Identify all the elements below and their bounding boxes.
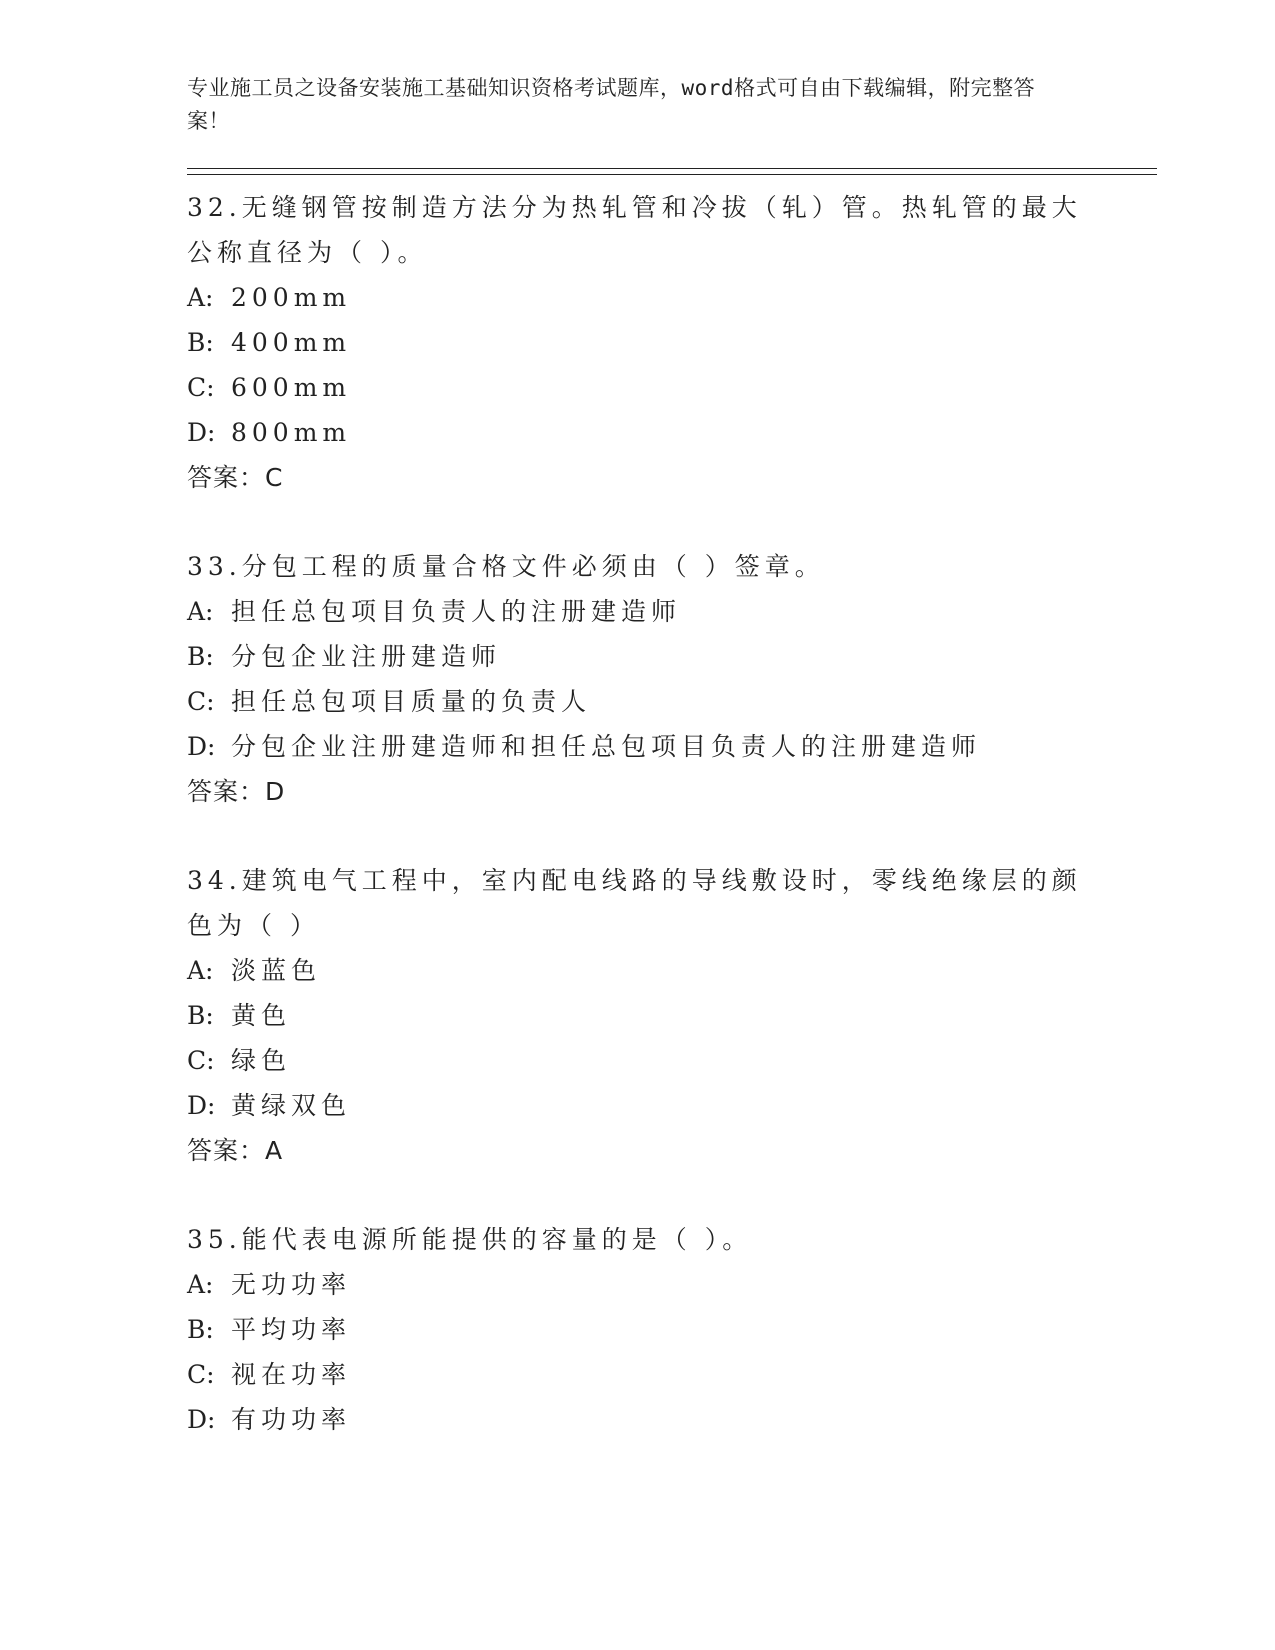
option-text: 黄色 [231, 1001, 292, 1030]
option-a [187, 948, 1157, 993]
option-b [187, 634, 1157, 679]
option-key: A: [187, 283, 214, 312]
option-key: C: [187, 1046, 215, 1075]
header-divider [187, 168, 1157, 175]
option-key: D: [187, 1405, 216, 1434]
option-b [187, 993, 1157, 1038]
option-text: 分包企业注册建造师 [231, 642, 502, 671]
option-key: A: [187, 956, 214, 985]
option-key: B: [187, 1001, 214, 1030]
question-stem: 33.分包工程的质量合格文件必须由（ ）签章。 [187, 552, 825, 581]
option-key: C: [187, 687, 215, 716]
option-key: A: [187, 1270, 214, 1299]
question-34 [187, 858, 1157, 1173]
option-text: 黄绿双色 [231, 1091, 352, 1120]
option-d [187, 1397, 1157, 1442]
question-stem: 32.无缝钢管按制造方法分为热轧管和冷拔（轧）管。热轧管的最大公称直径为（ ）。 [187, 193, 1082, 267]
option-text: 800mm [231, 418, 352, 447]
option-key: D: [187, 418, 216, 447]
option-text: 400mm [231, 328, 352, 357]
option-text: 平均功率 [231, 1315, 352, 1344]
option-text: 200mm [231, 283, 352, 312]
option-text: 分包企业注册建造师和担任总包项目负责人的注册建造师 [231, 732, 982, 761]
option-text: 600mm [231, 373, 352, 402]
option-key: B: [187, 328, 214, 357]
option-key: B: [187, 642, 214, 671]
option-text: 有功功率 [231, 1405, 352, 1434]
option-d [187, 410, 1157, 455]
option-d [187, 1083, 1157, 1128]
option-c [187, 679, 1157, 724]
option-text: 无功功率 [231, 1270, 352, 1299]
option-b [187, 320, 1157, 365]
option-key: D: [187, 1091, 216, 1120]
option-c [187, 1038, 1157, 1083]
answer-label: 答案：C [187, 463, 284, 492]
document-page [187, 72, 1157, 1442]
option-key: C: [187, 1360, 215, 1389]
question-32 [187, 185, 1157, 500]
option-a [187, 275, 1157, 320]
option-text: 担任总包项目负责人的注册建造师 [231, 597, 682, 626]
option-key: B: [187, 1315, 214, 1344]
option-key: C: [187, 373, 215, 402]
question-35 [187, 1217, 1157, 1442]
option-key: D: [187, 732, 216, 761]
option-text: 视在功率 [231, 1360, 352, 1389]
option-text: 绿色 [231, 1046, 292, 1075]
question-33 [187, 544, 1157, 814]
document-header: 专业施工员之设备安装施工基础知识资格考试题库，word格式可自由下载编辑，附完整答案！ [187, 76, 1036, 133]
option-b [187, 1307, 1157, 1352]
option-a [187, 589, 1157, 634]
question-stem: 34.建筑电气工程中，室内配电线路的导线敷设时，零线绝缘层的颜色为（ ） [187, 866, 1082, 940]
option-a [187, 1262, 1157, 1307]
answer-label: 答案：D [187, 777, 286, 806]
option-text: 担任总包项目质量的负责人 [231, 687, 592, 716]
answer-label: 答案：A [187, 1136, 284, 1165]
option-d [187, 724, 1157, 769]
option-text: 淡蓝色 [231, 956, 322, 985]
question-stem: 35.能代表电源所能提供的容量的是（ ）。 [187, 1225, 753, 1254]
option-key: A: [187, 597, 214, 626]
option-c [187, 1352, 1157, 1397]
option-c [187, 365, 1157, 410]
